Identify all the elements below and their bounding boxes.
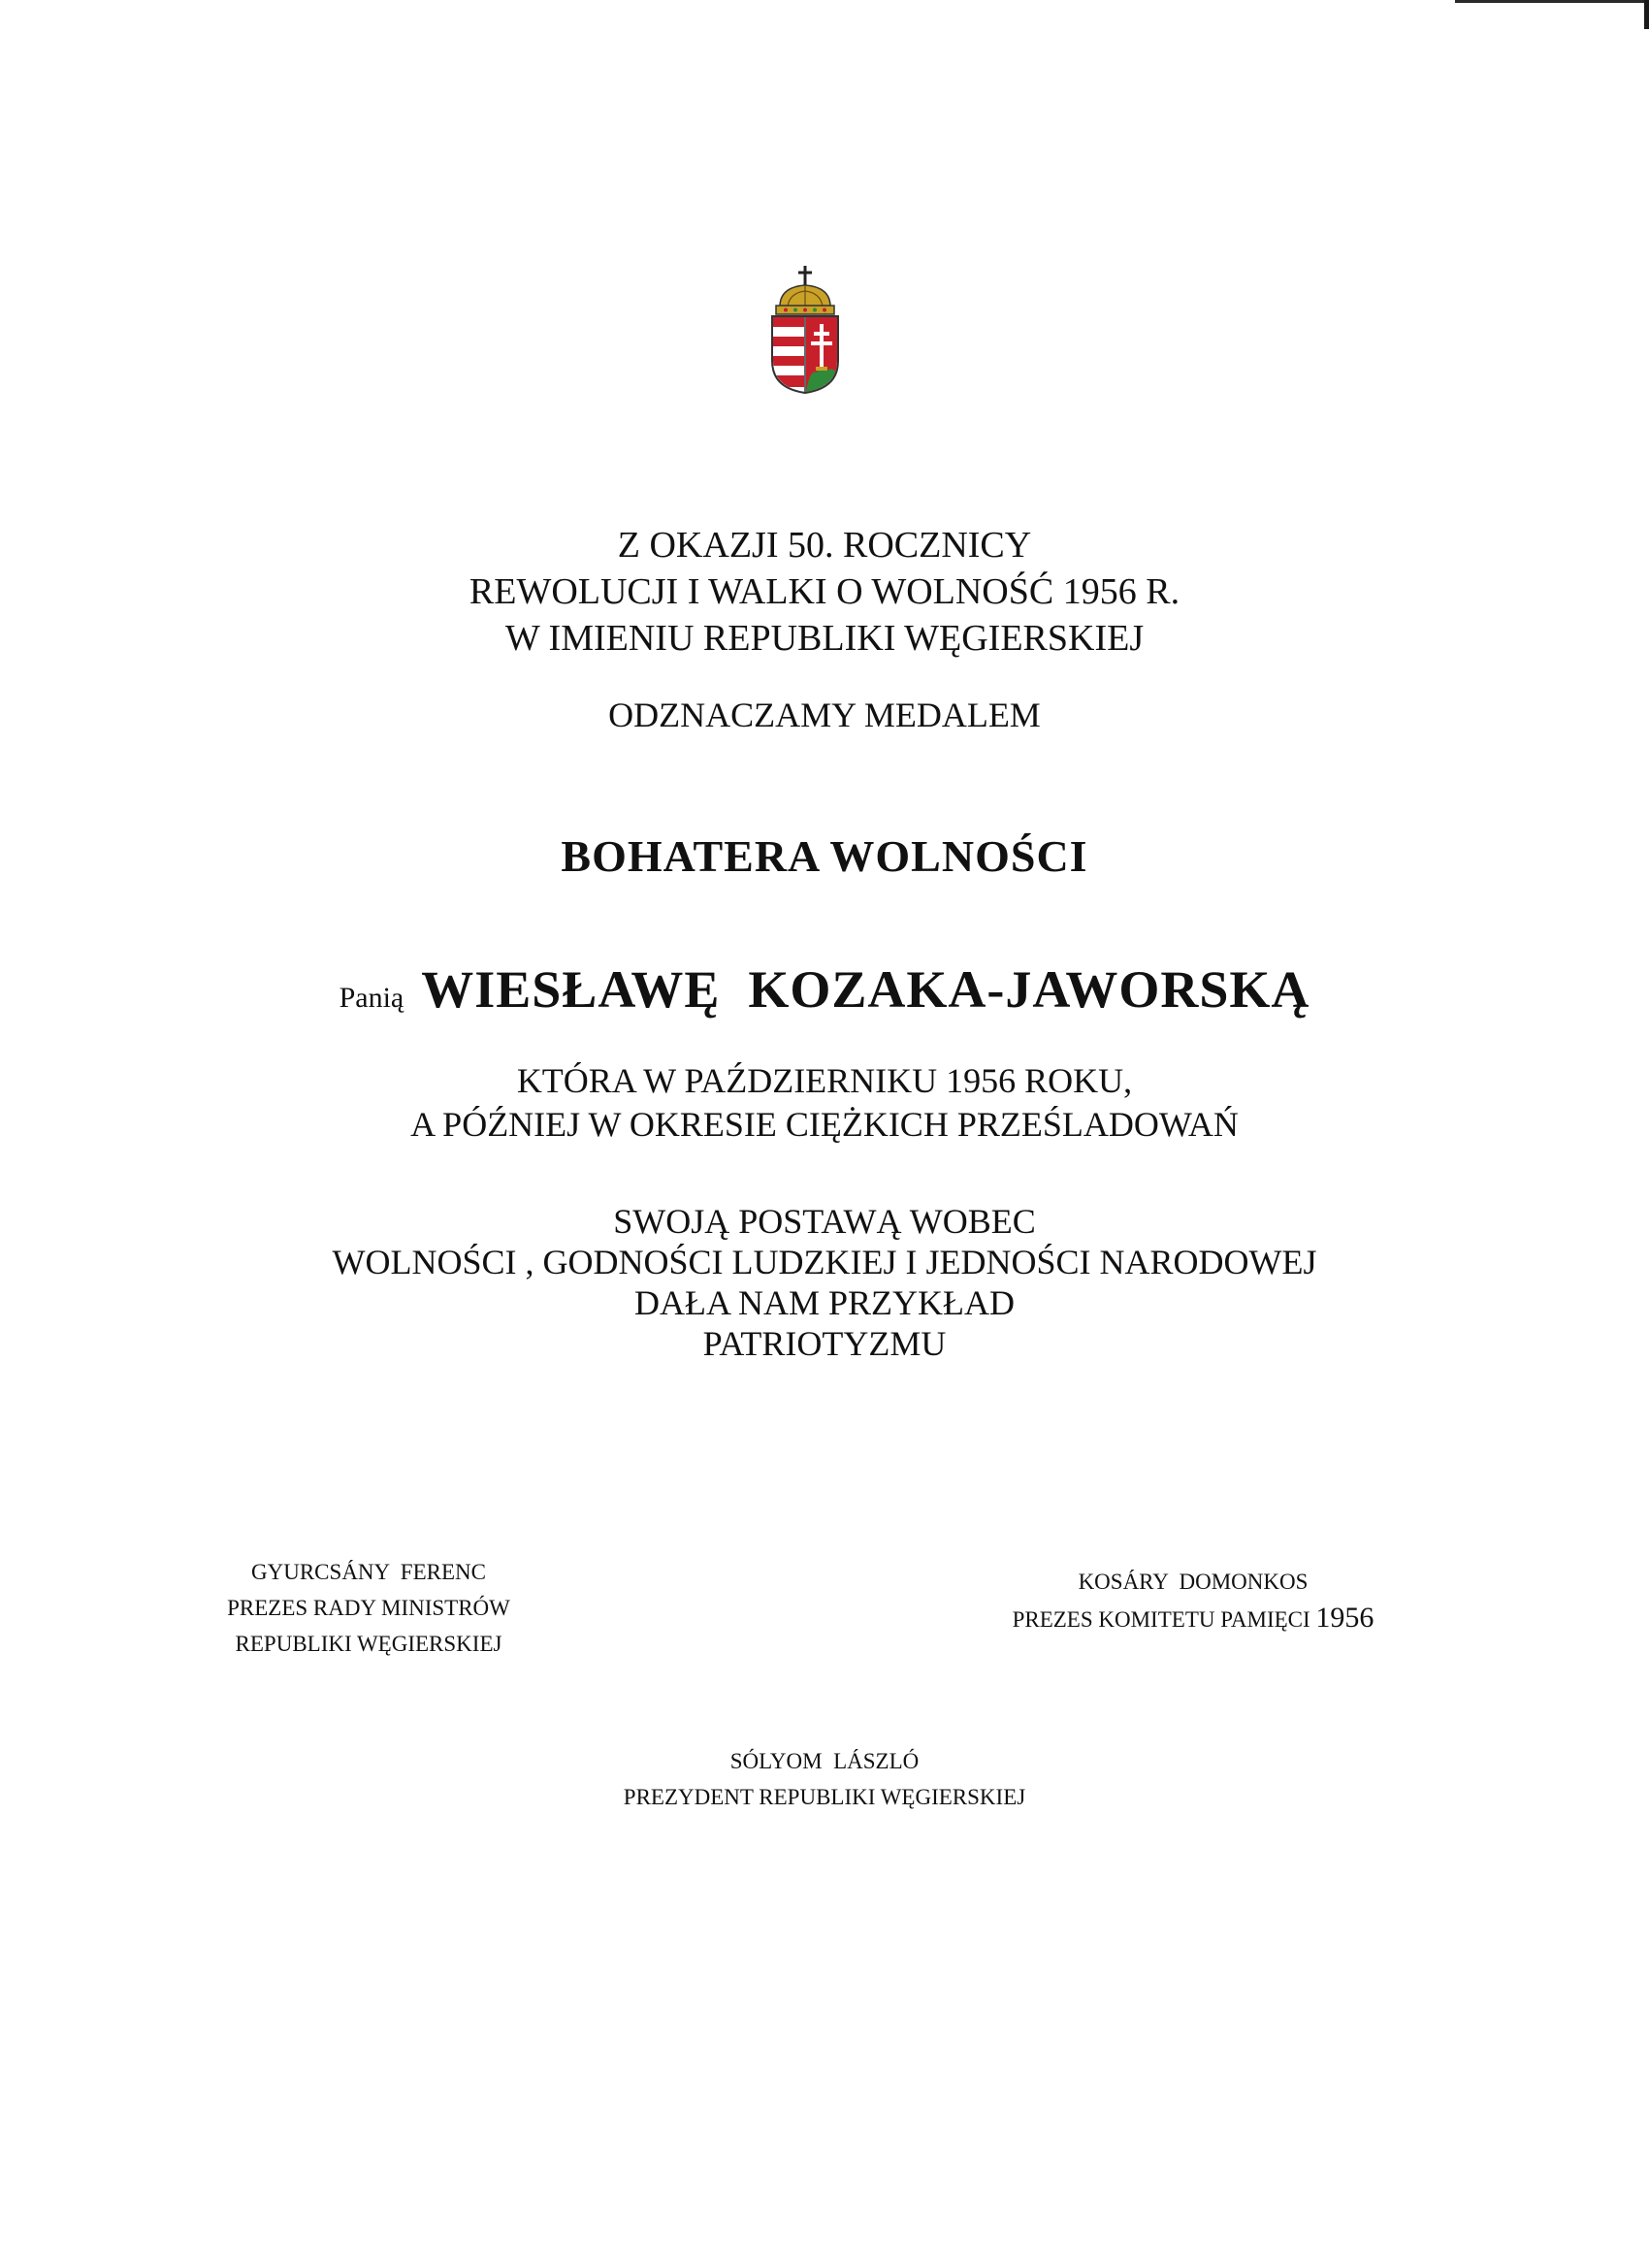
tribute-line-1: KTÓRA W PAŹDZIERNIKU 1956 ROKU,: [516, 1061, 1133, 1100]
signatory-committee-president: [970, 1564, 1416, 1637]
medal-name: BOHATERA WOLNOŚCI: [561, 831, 1088, 881]
recipient-name: WIESŁAWĘ KOZAKA-JAWORSKĄ: [421, 960, 1310, 1019]
tribute-text-2: [0, 1201, 1649, 1364]
tribute-line-3: SWOJĄ POSTAWĄ WOBEC: [613, 1202, 1036, 1241]
signatory-president: [485, 1743, 1164, 1815]
tribute-line-5: DAŁA NAM PRZYKŁAD: [633, 1283, 1015, 1322]
signatory-title: [970, 1600, 1416, 1637]
tribute-line-6: PATRIOTYZMU: [702, 1324, 947, 1363]
signatory-title: REPUBLIKI WĘGIERSKIEJ: [235, 1632, 502, 1656]
signatory-title-prefix: PREZES KOMITETU PAMIĘCI: [1012, 1607, 1310, 1632]
signatory-name: GYURCSÁNY FERENC: [251, 1560, 486, 1584]
signatory-title: PREZYDENT REPUBLIKI WĘGIERSKIEJ: [623, 1785, 1026, 1809]
intro-line-3: W IMIENIU REPUBLIKI WĘGIERSKIEJ: [504, 618, 1145, 659]
recipient: [0, 956, 1649, 1037]
tribute-line-4: WOLNOŚCI , GODNOŚCI LUDZKIEJ I JEDNOŚCI NARODOWEJ: [332, 1243, 1317, 1281]
signatory-title-year: 1956: [1315, 1602, 1374, 1634]
tribute-text-1: [0, 1059, 1649, 1147]
recipient-prefix: Panią: [339, 982, 404, 1014]
signatory-name: SÓLYOM LÁSZLÓ: [729, 1749, 920, 1773]
intro-text: [0, 522, 1649, 662]
scan-edge-top: [1455, 0, 1649, 3]
signatory-title: PREZES RADY MINISTRÓW: [227, 1596, 510, 1620]
signatory-name: KOSÁRY DOMONKOS: [1078, 1570, 1309, 1594]
signatory-prime-minister: [175, 1554, 563, 1662]
intro-line-2: REWOLUCJI I WALKI O WOLNOŚĆ 1956 R.: [469, 571, 1180, 612]
hungarian-coat-of-arms-icon: [766, 264, 844, 395]
intro-line-1: Z OKAZJI 50. ROCZNICY: [617, 525, 1032, 566]
scan-edge-right: [1644, 0, 1649, 29]
medal-intro: ODZNACZAMY MEDALEM: [608, 696, 1041, 734]
tribute-line-2: A PÓŹNIEJ W OKRESIE CIĘŻKICH PRZEŚLADOWAŃ: [410, 1105, 1239, 1144]
